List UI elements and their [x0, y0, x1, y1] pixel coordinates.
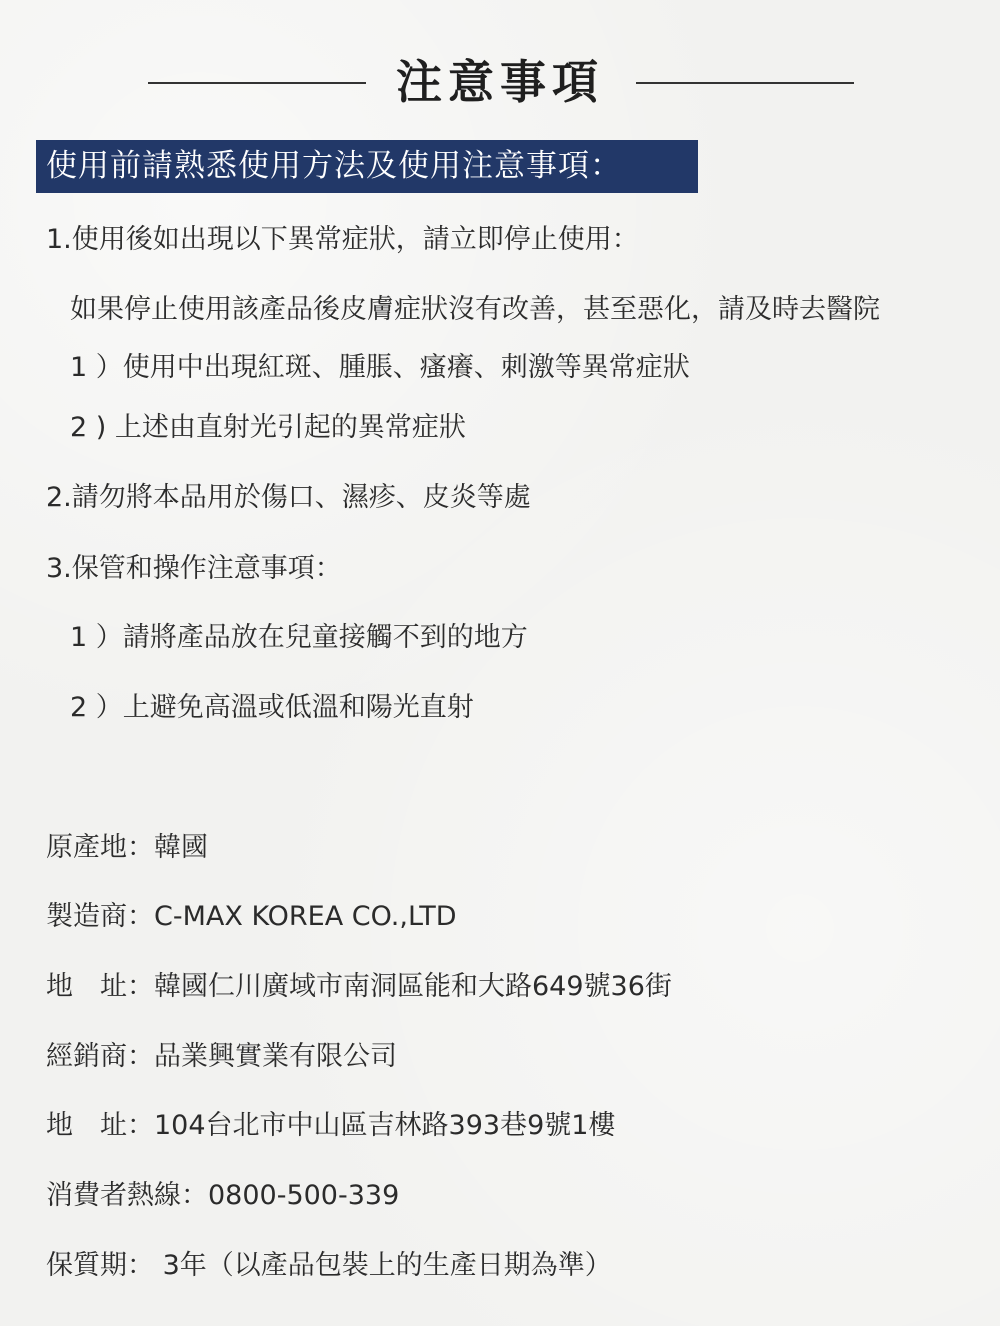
item1-sub2: 2 ) 上述由直射光引起的異常症狀 — [70, 412, 466, 443]
title-rule-right — [636, 82, 854, 84]
origin-line: 原產地：韓國 — [46, 832, 208, 863]
shelf-life-line: 保質期： 3年（以產品包裝上的生產日期為準） — [46, 1250, 612, 1281]
item3-sub1: 1 ）請將產品放在兒童接觸不到的地方 — [70, 622, 528, 653]
manufacturer-line: 製造商：C-MAX KOREA CO.,LTD — [46, 901, 457, 932]
item3-sub2: 2 ）上避免高溫或低溫和陽光直射 — [70, 692, 474, 723]
item1-sub1: 1 ）使用中出現紅斑、腫脹、瘙癢、刺激等異常症狀 — [70, 352, 690, 383]
distributor-address-line: 地 址：104台北市中山區吉林路393巷9號1樓 — [46, 1110, 616, 1141]
hotline-line: 消費者熱線：0800-500-339 — [46, 1180, 400, 1211]
item2: 2.請勿將本品用於傷口、濕疹、皮炎等處 — [46, 482, 531, 513]
title-row — [0, 52, 1000, 112]
distributor-line: 經銷商：品業興實業有限公司 — [46, 1041, 397, 1072]
item3-heading: 3.保管和操作注意事項： — [46, 553, 342, 584]
manufacturer-address-line: 地 址：韓國仁川廣域市南洞區能和大路649號36街 — [46, 971, 672, 1002]
instructions-banner: 使用前請熟悉使用方法及使用注意事項： — [36, 140, 698, 193]
item1-note: 如果停止使用該產品後皮膚症狀沒有改善，甚至惡化，請及時去醫院 — [70, 294, 880, 325]
title-rule-left — [148, 82, 366, 84]
item1-heading: 1.使用後如出現以下異常症狀，請立即停止使用： — [46, 224, 639, 255]
page-title: 注意事項 — [396, 55, 604, 109]
